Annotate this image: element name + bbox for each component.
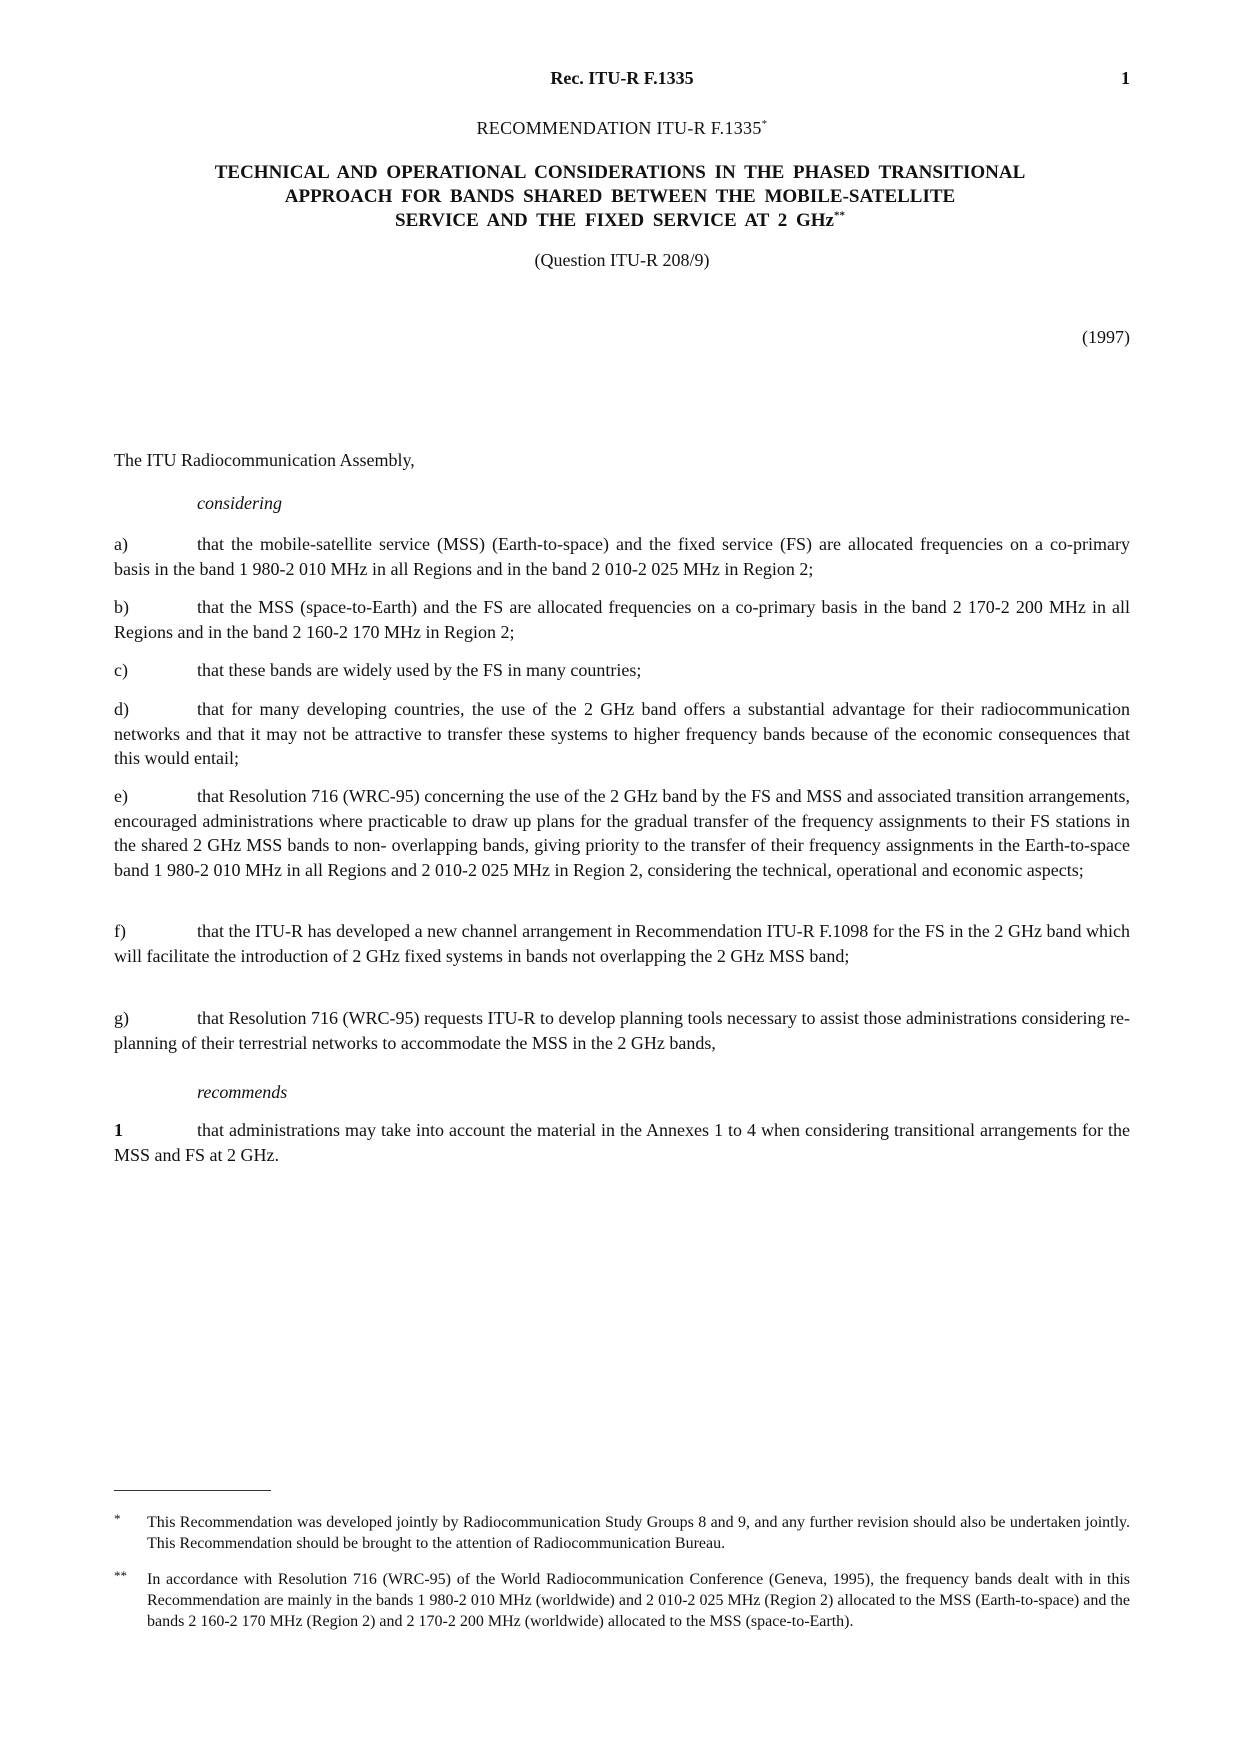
considering-item-f — [114, 919, 1130, 968]
item-text: that the MSS (space-to-Earth) and the FS are allocated frequencies on a co-primary basis in the band 2 170-2 200 MHz in all Regions and in the band 2 160-2 170 MHz in Region 2; — [114, 597, 1130, 642]
footnote-1 — [114, 1512, 1130, 1554]
footnote-separator — [114, 1490, 271, 1491]
title-line-3-text: SERVICE AND THE FIXED SERVICE AT 2 GHz — [395, 210, 834, 231]
title-line-2: APPROACH FOR BANDS SHARED BETWEEN THE MOBILE-SATELLITE — [284, 186, 956, 207]
item-label: c) — [114, 660, 128, 680]
item-label: b) — [114, 597, 129, 617]
item-text: that the ITU-R has developed a new channel arrangement in Recommendation ITU-R F.1098 for the FS in the 2 GHz band which will facilitate the introduction of 2 GHz fixed systems in bands not overlapping the 2 GHz MSS band; — [114, 921, 1130, 966]
item-label: a) — [114, 534, 128, 554]
recommendation-id — [114, 118, 1130, 139]
considering-item-e — [114, 784, 1130, 882]
question-reference: (Question ITU-R 208/9) — [534, 250, 710, 270]
footnote-2 — [114, 1569, 1130, 1632]
title-footnote-mark: ** — [833, 209, 845, 222]
considering-heading: considering — [197, 493, 282, 513]
item-text: that Resolution 716 (WRC-95) requests ITU-R to develop planning tools necessary to assist those administrations considering re-planning of their terrestrial networks to accommodate the MSS in the 2 GHz bands, — [114, 1008, 1130, 1053]
running-title: Rec. ITU-R F.1335 — [550, 68, 694, 88]
item-text: that the mobile-satellite service (MSS) (Earth-to-space) and the fixed service (FS) are allocated frequencies on a co-primary basis in the band 1 980-2 010 MHz in all Regions and in the band 2 010-2 025 MHz in Region 2; — [114, 534, 1130, 579]
recommends-heading: recommends — [197, 1082, 288, 1102]
footnote-text: In accordance with Resolution 716 (WRC-95) of the World Radiocommunication Conference (Geneva, 1995), the frequency bands dealt with in this Recommendation are mainly in the bands 1 980-2 010 MHz (worldwide) and 2 010-2 025 MHz (Region 2) allocated to the MSS (Earth-to-space) and the bands 2 160-2 170 MHz (Region 2) and 2 170-2 200 MHz (worldwide) allocated to the MSS (space-to-Earth). — [147, 1571, 1130, 1630]
footnote-text: This Recommendation was developed jointly by Radiocommunication Study Groups 8 and 9, and any further revision should also be undertaken jointly. This Recommendation should be brought to the attention of Radiocommunication Bureau. — [147, 1514, 1130, 1552]
recommendation-id-text: RECOMMENDATION ITU-R F.1335 — [476, 118, 762, 138]
title-line-1: TECHNICAL AND OPERATIONAL CONSIDERATIONS IN THE PHASED TRANSITIONAL — [214, 162, 1026, 183]
item-label: 1 — [114, 1120, 123, 1140]
assembly-line: The ITU Radiocommunication Assembly, — [114, 450, 415, 470]
item-label: g) — [114, 1008, 129, 1028]
item-text: that administrations may take into account the material in the Annexes 1 to 4 when considering transitional arrangements for the MSS and FS at 2 GHz. — [114, 1120, 1130, 1165]
title-line-3 — [150, 209, 1090, 233]
considering-item-d — [114, 697, 1130, 771]
item-text: that these bands are widely used by the FS in many countries; — [197, 660, 642, 680]
considering-item-b — [114, 595, 1130, 644]
year: (1997) — [1082, 327, 1130, 347]
item-label: d) — [114, 699, 129, 719]
recommendation-id-footnote-mark: * — [761, 118, 768, 130]
footnote-mark: ** — [114, 1568, 127, 1583]
item-label: e) — [114, 786, 128, 806]
document-title — [150, 161, 1090, 233]
page-number: 1 — [1121, 68, 1130, 88]
item-label: f) — [114, 921, 126, 941]
footnote-mark: * — [114, 1511, 121, 1526]
item-text: that Resolution 716 (WRC-95) concerning the use of the 2 GHz band by the FS and MSS and associated transition arrangements, encouraged administrations where practicable to draw up plans for the gradual transfer of the frequency assignments to their FS stations in the shared 2 GHz MSS bands to non- overlapping bands, giving priority to the transfer of their frequency assignments in the Earth-to-space band 1 980-2 010 MHz in all Regions and 2 010-2 025 MHz in Region 2, considering the technical, operational and economic aspects; — [114, 786, 1130, 880]
considering-item-c — [114, 658, 1130, 683]
considering-item-g — [114, 1006, 1130, 1055]
recommends-item-1 — [114, 1118, 1130, 1167]
running-header — [114, 68, 1130, 92]
considering-item-a — [114, 532, 1130, 581]
item-text: that for many developing countries, the use of the 2 GHz band offers a substantial advantage for their radiocommunication networks and that it may not be attractive to transfer these systems to higher frequency bands because of the economic consequences that this would entail; — [114, 699, 1130, 768]
